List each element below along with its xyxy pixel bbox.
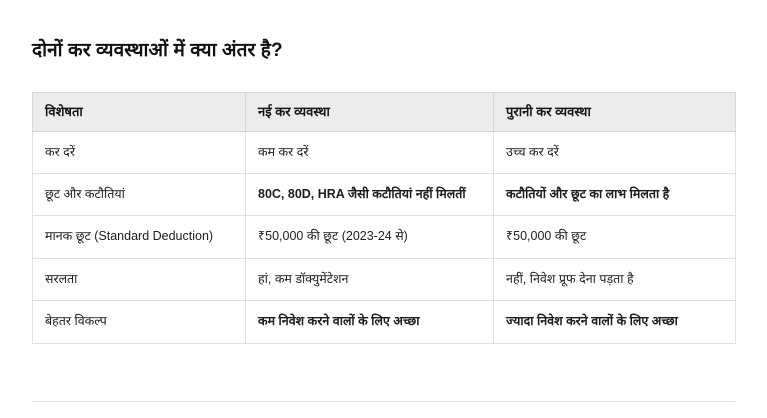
table-row: [33, 216, 736, 258]
cell-new-regime: कम कर दरें: [246, 131, 494, 173]
cell-feature: बेहतर विकल्प: [33, 301, 246, 343]
table-header-row: [33, 93, 736, 132]
table-row: [33, 131, 736, 173]
table-row: [33, 301, 736, 343]
column-header-feature: विशेषता: [33, 93, 246, 132]
cell-old-regime: नहीं, निवेश प्रूफ देना पड़ता है: [494, 258, 736, 300]
article-content: [0, 13, 767, 418]
section-divider: [32, 401, 735, 402]
cell-feature: छूट और कटौतियां: [33, 174, 246, 216]
cell-new-regime: 80C, 80D, HRA जैसी कटौतियां नहीं मिलतीं: [246, 174, 494, 216]
tax-regime-comparison-table: [32, 92, 736, 343]
page-title: दोनों कर व्यवस्थाओं में क्या अंतर है?: [32, 39, 283, 61]
column-header-old-regime: पुरानी कर व्यवस्था: [494, 93, 736, 132]
cell-new-regime: ₹50,000 की छूट (2023-24 से): [246, 216, 494, 258]
cell-feature: मानक छूट (Standard Deduction): [33, 216, 246, 258]
cell-feature: कर दरें: [33, 131, 246, 173]
column-header-new-regime: नई कर व्यवस्था: [246, 93, 494, 132]
table-row: [33, 258, 736, 300]
table-row: [33, 174, 736, 216]
cell-old-regime: उच्च कर दरें: [494, 131, 736, 173]
cell-feature: सरलता: [33, 258, 246, 300]
cell-old-regime: कटौतियों और छूट का लाभ मिलता है: [494, 174, 736, 216]
cell-new-regime: कम निवेश करने वालों के लिए अच्छा: [246, 301, 494, 343]
cell-old-regime: ज्यादा निवेश करने वालों के लिए अच्छा: [494, 301, 736, 343]
cell-new-regime: हां, कम डॉक्युमेंटेशन: [246, 258, 494, 300]
cell-old-regime: ₹50,000 की छूट: [494, 216, 736, 258]
